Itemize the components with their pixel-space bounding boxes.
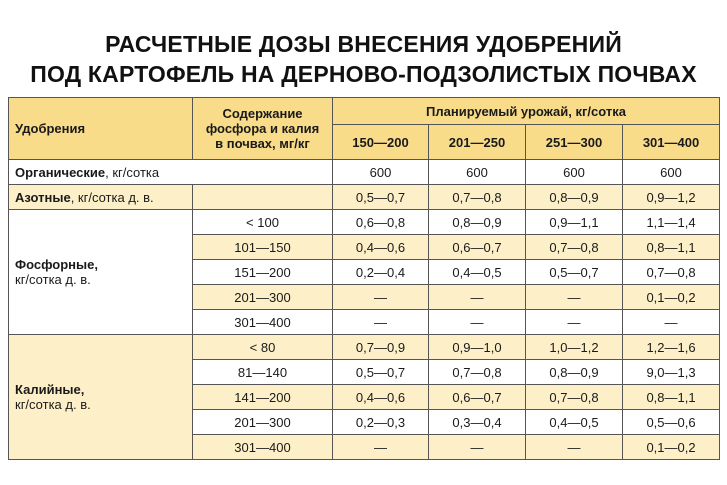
page-title-line1: РАСЧЕТНЫЕ ДОЗЫ ВНЕСЕНИЯ УДОБРЕНИЙ: [105, 31, 622, 57]
table-cell: 0,7—0,8: [429, 360, 526, 385]
page-title-line2: ПОД КАРТОФЕЛЬ НА ДЕРНОВО-ПОДЗОЛИСТЫХ ПОЧВАХ: [30, 61, 697, 87]
header-content-line1: Содержание: [222, 106, 303, 121]
table-cell: 1,2—1,6: [623, 335, 720, 360]
content-cell: 301—400: [193, 435, 333, 460]
content-cell: 301—400: [193, 310, 333, 335]
header-range: 201—250: [429, 125, 526, 160]
table-cell: 1,0—1,2: [526, 335, 623, 360]
table-cell: 0,7—0,8: [526, 235, 623, 260]
row-label-nitrogen: Азотные, кг/сотка д. в.: [9, 185, 193, 210]
table-cell: 0,2—0,4: [333, 260, 429, 285]
table-cell: 0,4—0,5: [526, 410, 623, 435]
table-cell: 0,8—1,1: [623, 385, 720, 410]
content-cell: < 80: [193, 335, 333, 360]
table-cell: 0,9—1,1: [526, 210, 623, 235]
table-cell: 600: [623, 160, 720, 185]
table-cell: 0,4—0,6: [333, 235, 429, 260]
table-cell: —: [333, 435, 429, 460]
content-cell: 201—300: [193, 410, 333, 435]
table-cell: —: [429, 435, 526, 460]
content-cell: 141—200: [193, 385, 333, 410]
table-cell: 0,9—1,0: [429, 335, 526, 360]
table-cell: 0,4—0,5: [429, 260, 526, 285]
table-cell: 0,9—1,2: [623, 185, 720, 210]
table-cell: 600: [429, 160, 526, 185]
content-cell: 101—150: [193, 235, 333, 260]
table-cell: 0,7—0,9: [333, 335, 429, 360]
table-cell: —: [526, 285, 623, 310]
table-cell: [193, 185, 333, 210]
table-cell: 0,2—0,3: [333, 410, 429, 435]
table-cell: —: [333, 310, 429, 335]
table-cell: —: [429, 310, 526, 335]
table-cell: 0,7—0,8: [429, 185, 526, 210]
table-cell: 600: [526, 160, 623, 185]
table-cell: 0,8—0,9: [526, 360, 623, 385]
table-cell: 0,7—0,8: [526, 385, 623, 410]
content-cell: 151—200: [193, 260, 333, 285]
table-row: [9, 160, 720, 185]
row-label-potassium: Калийные, кг/сотка д. в.: [9, 335, 193, 460]
fertilizer-table: [8, 97, 720, 460]
table-cell: 0,7—0,8: [623, 260, 720, 285]
header-range: 251—300: [526, 125, 623, 160]
header-range: 150—200: [333, 125, 429, 160]
table-cell: 0,6—0,8: [333, 210, 429, 235]
table-cell: 1,1—1,4: [623, 210, 720, 235]
table-cell: 0,6—0,7: [429, 235, 526, 260]
table-cell: —: [333, 285, 429, 310]
content-cell: 201—300: [193, 285, 333, 310]
table-cell: 600: [333, 160, 429, 185]
table-cell: 0,5—0,7: [333, 360, 429, 385]
table-cell: 0,8—1,1: [623, 235, 720, 260]
header-range: 301—400: [623, 125, 720, 160]
table-cell: 0,8—0,9: [526, 185, 623, 210]
row-label-organic: Органические, кг/сотка: [9, 160, 333, 185]
table-cell: 0,4—0,6: [333, 385, 429, 410]
table-cell: 0,5—0,6: [623, 410, 720, 435]
header-content-line3: в почвах, мг/кг: [215, 136, 310, 151]
table-cell: 0,1—0,2: [623, 285, 720, 310]
table-cell: —: [526, 310, 623, 335]
row-label-phosphorus: Фосфорные, кг/сотка д. в.: [9, 210, 193, 335]
header-content-line2: фосфора и калия: [205, 121, 320, 136]
table-cell: —: [623, 310, 720, 335]
content-cell: < 100: [193, 210, 333, 235]
table-row: [9, 335, 720, 360]
header-yield: Планируемый урожай, кг/сотка: [333, 98, 720, 125]
table-cell: —: [429, 285, 526, 310]
header-fertilizers: Удобрения: [9, 98, 193, 160]
table-row: [9, 210, 720, 235]
table-cell: 0,5—0,7: [333, 185, 429, 210]
table-cell: 9,0—1,3: [623, 360, 720, 385]
table-cell: —: [526, 435, 623, 460]
table-cell: 0,8—0,9: [429, 210, 526, 235]
table-row: [9, 185, 720, 210]
table-cell: 0,5—0,7: [526, 260, 623, 285]
table-cell: 0,6—0,7: [429, 385, 526, 410]
header-content: [193, 98, 333, 160]
table-cell: 0,1—0,2: [623, 435, 720, 460]
content-cell: 81—140: [193, 360, 333, 385]
table-cell: 0,3—0,4: [429, 410, 526, 435]
